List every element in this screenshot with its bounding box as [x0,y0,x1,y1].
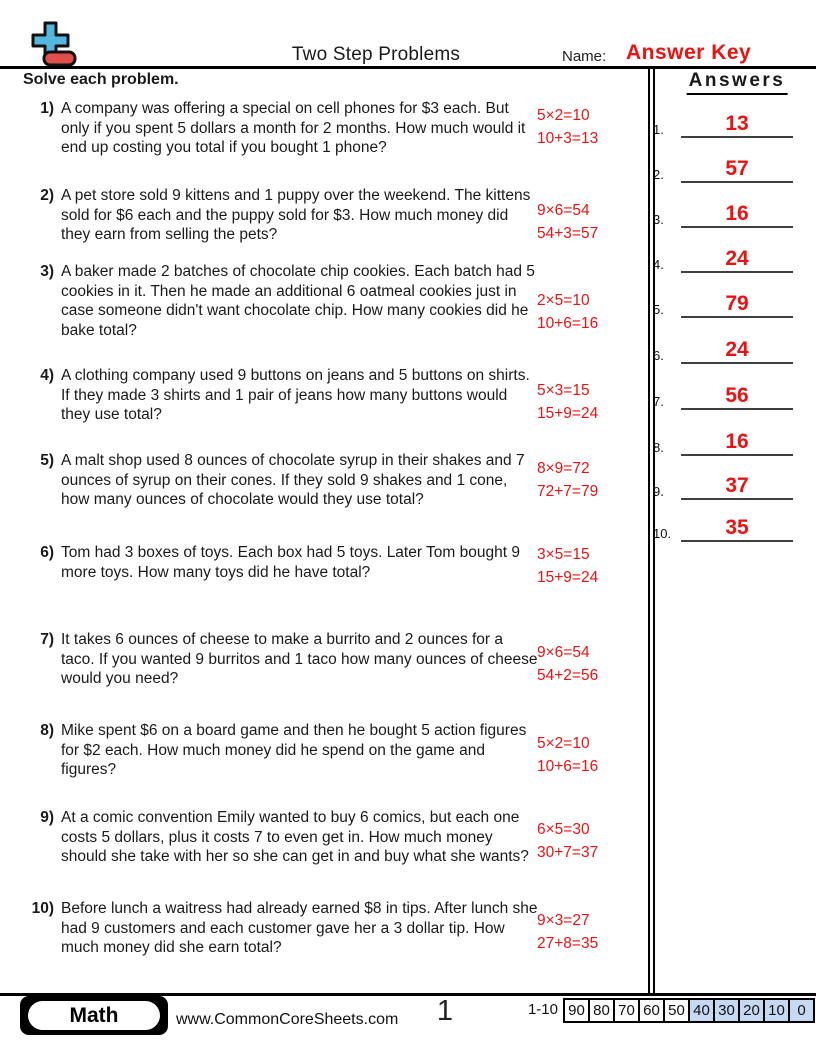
problem-work [537,818,622,864]
work-line: 9×3=27 [537,912,590,929]
work-line: 54+2=56 [537,667,599,684]
answer-number: 1. [653,122,664,137]
score-cell: 40 [688,1000,713,1021]
score-cell: 90 [568,1002,585,1019]
subject-badge-label: Math [28,1001,160,1030]
score-cell: 0 [788,1000,813,1021]
problem-number: 4) [40,367,54,384]
problem-text: A pet store sold 9 kittens and 1 puppy over the weekend. The kittens sold for $6 each and the puppy sold for $3. How much money did they earn from selling the pets? [61,187,531,243]
work-line: 72+7=79 [537,483,599,500]
answer-item [653,508,793,542]
answer-item [653,330,793,364]
problem-work [537,909,622,955]
score-cell: 70 [613,1000,638,1021]
score-cell: 50 [663,1000,688,1021]
work-line: 5×2=10 [537,735,590,752]
work-line: 3×5=15 [537,546,590,563]
work-line: 30+7=37 [537,844,599,861]
page-number: 1 [436,995,454,1027]
work-line: 6×5=30 [537,821,590,838]
work-line: 10+6=16 [537,315,599,332]
problem-number: 3) [40,263,54,280]
name-label: Name: [562,48,607,65]
problem-text: Before lunch a waitress had already earned $8 in tips. After lunch she had 9 customers and each customer gave her a 3 dollar tip. How much money did she earn total? [61,900,538,956]
problem-number: 10) [31,900,54,917]
problem-item [26,808,539,867]
answer-item [653,239,793,273]
problem-number: 7) [40,631,54,648]
answer-value: 24 [681,248,793,273]
work-line: 15+9=24 [537,405,599,422]
answer-value: 13 [681,113,793,138]
subject-badge [20,996,168,1035]
answer-value: 16 [681,203,793,228]
answer-key-name-value: Answer Key [626,41,752,64]
score-cell: 30 [713,1000,738,1021]
problem-work [537,543,622,589]
header-divider-line [0,66,816,69]
problem-number: 8) [40,722,54,739]
problem-work [537,641,622,687]
answer-number: 9. [653,484,664,499]
problem-text: Mike spent $6 on a board game and then he bought 5 action figures for $2 each. How much money did he spend on the game and figures? [61,722,527,778]
score-cell: 60 [638,1000,663,1021]
problem-item [26,451,539,510]
website-text: www.CommonCoreSheets.com [176,1011,399,1028]
answer-number: 6. [653,348,664,363]
answer-item [653,422,793,456]
problem-text: A company was offering a special on cell phones for $3 each. But only if you spent 5 dollars a month for 2 months. How much would it end up costing you total if you bought 1 phone? [61,100,526,156]
problem-item [26,366,539,425]
answer-value: 16 [681,431,793,456]
problem-work [537,379,622,425]
work-line: 15+9=24 [537,569,599,586]
answer-number: 5. [653,302,664,317]
problem-work [537,199,622,245]
problem-number: 5) [40,452,54,469]
answer-value: 35 [681,517,793,542]
problem-work [537,732,622,778]
answer-item [653,149,793,183]
answer-item [653,376,793,410]
answers-panel-title: Answers [687,70,788,95]
work-line: 5×3=15 [537,382,590,399]
problem-item [26,899,539,958]
problem-work [537,104,622,150]
problem-work [537,289,622,335]
problem-number: 9) [40,809,54,826]
answer-value: 57 [681,158,793,183]
problem-item [26,99,539,158]
problem-item [26,630,539,689]
work-line: 9×6=54 [537,202,590,219]
answer-number: 4. [653,257,664,272]
instructions-text: Solve each problem. [23,71,179,88]
work-line: 9×6=54 [537,644,590,661]
problem-number: 1) [40,100,54,117]
problem-item [26,543,539,582]
score-cell: 20 [738,1000,763,1021]
problem-text: At a comic convention Emily wanted to buy 6 comics, but each one costs 5 dollars, plus it costs 7 to even get in. How much money should she take with her so she can get in and buy what she wants? [61,809,529,865]
answer-item [653,194,793,228]
answer-item [653,284,793,318]
answer-value: 56 [681,385,793,410]
answer-value: 24 [681,339,793,364]
work-line: 10+6=16 [537,758,599,775]
problem-number: 6) [40,544,54,561]
problem-item [26,186,539,245]
problem-text: It takes 6 ounces of cheese to make a burrito and 2 ounces for a taco. If you wanted 9 burritos and 1 taco how many ounces of cheese would you need? [61,631,538,687]
problem-text: Tom had 3 boxes of toys. Each box had 5 toys. Later Tom bought 9 more toys. How many toys did he have total? [61,544,520,581]
problem-text: A baker made 2 batches of chocolate chip cookies. Each batch had 5 cookies in it. Then he made an additional 6 oatmeal cookies just in case someone didn't want chocolate chip. How many cookies did he bake total? [61,263,535,339]
plus-minus-logo-icon [29,21,79,69]
problem-work [537,457,622,503]
score-range-label: 1-10 [527,1001,558,1018]
work-line: 2×5=10 [537,292,590,309]
work-line: 54+3=57 [537,225,599,242]
answer-item [653,466,793,500]
answer-number: 2. [653,167,664,182]
answer-number: 7. [653,394,664,409]
problem-number: 2) [40,187,54,204]
answer-value: 79 [681,293,793,318]
score-cell: 80 [588,1000,613,1021]
score-cell: 10 [763,1000,788,1021]
problem-text: A malt shop used 8 ounces of chocolate syrup in their shakes and 7 ounces of syrup on their cones. If they sold 9 shakes and 1 cone, how many ounces of chocolate would they use total? [61,452,525,508]
work-line: 10+3=13 [537,130,599,147]
problem-item [26,262,539,340]
answer-number: 3. [653,212,664,227]
score-table [563,998,815,1023]
problem-item [26,721,539,780]
page-title: Two Step Problems [291,44,461,65]
answer-number: 8. [653,440,664,455]
problem-text: A clothing company used 9 buttons on jeans and 5 buttons on shirts. If they made 3 shirts and 1 pair of jeans how many buttons would they use total? [61,367,530,423]
work-line: 27+8=35 [537,935,599,952]
answer-item [653,104,793,138]
answer-number: 10. [653,526,672,541]
work-line: 8×9=72 [537,460,590,477]
answer-value: 37 [681,475,793,500]
work-line: 5×2=10 [537,107,590,124]
